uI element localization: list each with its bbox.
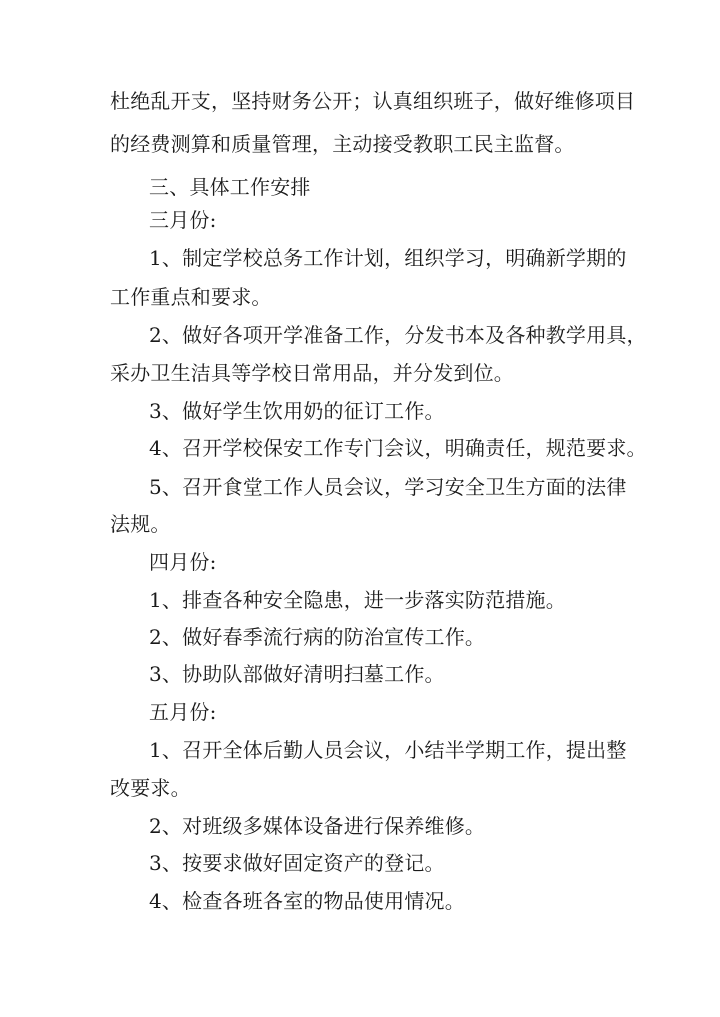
march-item-1-line-1: 1、制定学校总务工作计划，组织学习，明确新学期的	[149, 246, 627, 270]
may-item-3: 3、按要求做好固定资产的登记。	[149, 851, 445, 875]
may-item-1-line-1: 1、召开全体后勤人员会议，小结半学期工作，提出整	[149, 738, 627, 762]
may-heading: 五月份:	[149, 700, 217, 724]
march-heading: 三月份:	[149, 208, 217, 232]
march-item-5-line-2: 法规。	[110, 512, 171, 536]
intro-line-1: 杜绝乱开支，坚持财务公开；认真组织班子，做好维修项目	[110, 89, 636, 113]
march-item-1-line-2: 工作重点和要求。	[110, 285, 272, 309]
april-heading: 四月份:	[149, 550, 217, 574]
intro-line-2: 的经费测算和质量管理，主动接受教职工民主监督。	[110, 132, 575, 156]
section-heading: 三、具体工作安排	[149, 175, 311, 199]
may-item-2: 2、对班级多媒体设备进行保养维修。	[149, 814, 486, 838]
april-item-3: 3、协助队部做好清明扫墓工作。	[149, 662, 445, 686]
april-item-1: 1、排查各种安全隐患，进一步落实防范措施。	[149, 588, 566, 612]
may-item-4: 4、检查各班各室的物品使用情况。	[149, 889, 465, 913]
march-item-2-line-1: 2、做好各项开学准备工作，分发书本及各种教学用具，	[149, 323, 647, 347]
march-item-2-line-2: 采办卫生洁具等学校日常用品，并分发到位。	[110, 361, 514, 385]
march-item-4: 4、召开学校保安工作专门会议，明确责任，规范要求。	[149, 436, 647, 460]
april-item-2: 2、做好春季流行病的防治宣传工作。	[149, 625, 486, 649]
march-item-5-line-1: 5、召开食堂工作人员会议，学习安全卫生方面的法律	[149, 475, 627, 499]
march-item-3: 3、做好学生饮用奶的征订工作。	[149, 399, 445, 423]
may-item-1-line-2: 改要求。	[110, 776, 191, 800]
